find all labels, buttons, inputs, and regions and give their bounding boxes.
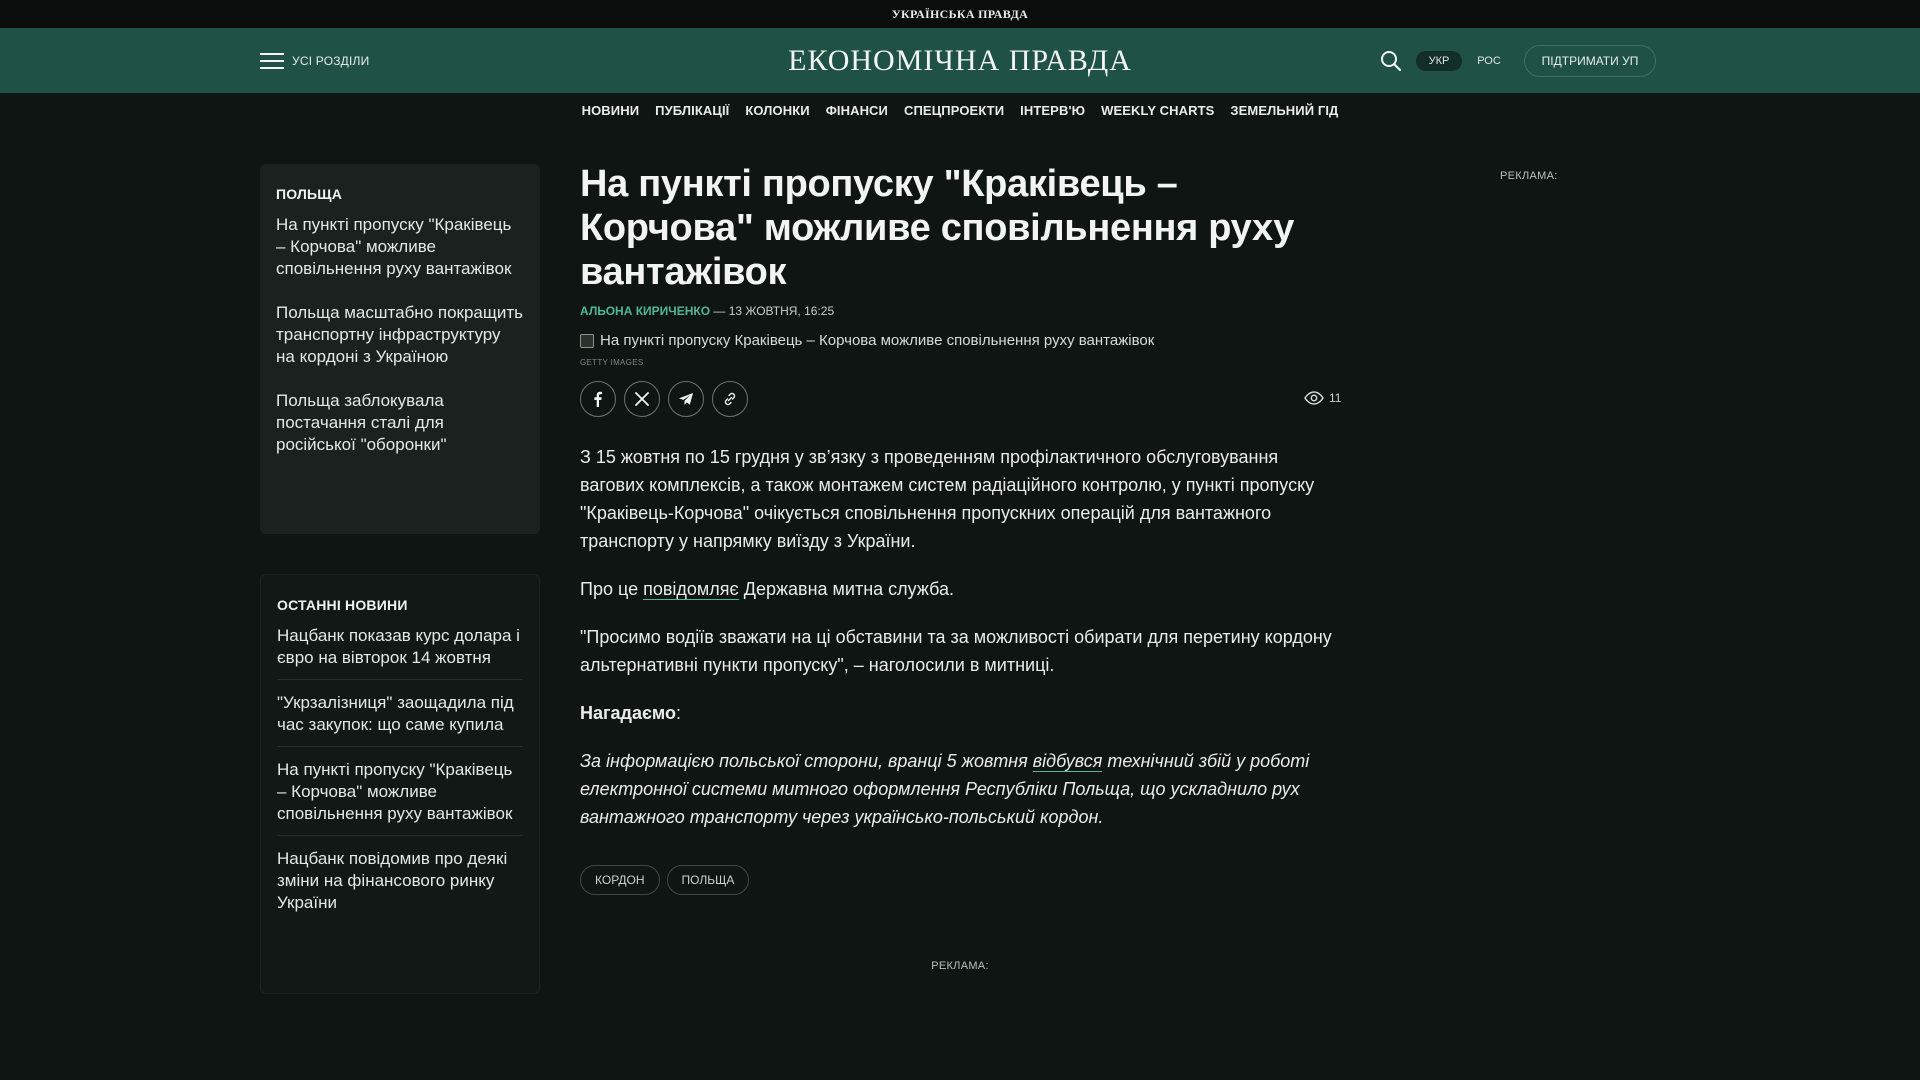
views-counter <box>1304 391 1341 405</box>
paragraph-2 <box>580 575 1340 603</box>
related-link[interactable]: відбувся <box>1032 751 1103 771</box>
facebook-icon <box>590 391 606 407</box>
all-sections-button[interactable] <box>260 50 369 72</box>
image-credit: GETTY IMAGES <box>580 358 644 367</box>
x-share-button[interactable] <box>624 381 660 417</box>
source-link[interactable]: повідомляє <box>643 579 739 599</box>
eye-icon <box>1304 391 1324 405</box>
reminder-label: Нагадаємо <box>580 703 676 723</box>
latest-news-item[interactable]: "Укрзалізниця" заощадила під час закупок: що саме купила <box>277 692 523 747</box>
p2-text: Про це <box>580 579 644 599</box>
publish-date: 13 ЖОВТНЯ, 16:25 <box>728 304 835 318</box>
lang-ros-button[interactable]: РОС <box>1477 55 1501 67</box>
x-icon <box>635 392 649 406</box>
article-title: На пункті пропуску "Краківець – Корчова" можливе сповільнення руху вантажівок <box>580 163 1295 293</box>
broken-image-icon <box>580 334 594 348</box>
telegram-icon <box>678 392 694 406</box>
topic-item[interactable]: Польща масштабно покращить транспортну інфраструктуру на кордоні з Україною <box>276 303 524 366</box>
lang-ukr-button[interactable]: УКР <box>1416 51 1462 71</box>
site-header <box>0 28 1920 93</box>
tag-border[interactable]: КОРДОН <box>580 865 660 895</box>
nav-weekly-charts[interactable]: WEEKLY CHARTS <box>1101 103 1215 118</box>
copy-link-button[interactable] <box>712 381 748 417</box>
site-logo[interactable]: ЕКОНОМІЧНА ПРАВДА <box>788 44 1132 77</box>
nav-columns[interactable]: КОЛОНКИ <box>745 103 810 118</box>
latest-news-item[interactable]: Нацбанк повідомив про деякі зміни на фінансового ринку України <box>277 849 508 912</box>
main-nav <box>0 103 1920 125</box>
latest-news-item[interactable]: Нацбанк показав курс долара і євро на вівторок 14 жовтня <box>277 625 523 680</box>
article-body <box>580 443 1340 831</box>
topic-card <box>260 164 540 534</box>
paragraph-4 <box>580 699 1340 727</box>
article <box>580 162 1340 895</box>
article-image <box>580 332 1340 349</box>
topbar <box>0 0 1920 28</box>
topic-item[interactable]: Польща заблокувала постачання сталі для російської "оборонки" <box>276 391 447 454</box>
share-bar <box>580 381 1340 417</box>
byline <box>580 304 1340 318</box>
nav-publications[interactable]: ПУБЛІКАЦІЇ <box>655 103 730 118</box>
latest-news-card <box>260 574 540 994</box>
image-alt-text: На пункті пропуску Краківець – Корчова можливе сповільнення руху вантажівок <box>600 332 1155 349</box>
latest-news-title: ОСТАННІ НОВИНИ <box>277 597 408 613</box>
tags <box>580 865 1340 895</box>
paragraph-5 <box>580 747 1340 831</box>
ad-label-bottom: РЕКЛАМА: <box>931 960 989 972</box>
topic-title[interactable]: ПОЛЬЩА <box>276 186 343 202</box>
nav-special-projects[interactable]: СПЕЦПРОЕКТИ <box>904 103 1005 118</box>
tag-poland[interactable]: ПОЛЬЩА <box>667 865 750 895</box>
nav-interview[interactable]: ІНТЕРВ'Ю <box>1020 103 1086 118</box>
nav-news[interactable]: НОВИНИ <box>581 103 640 118</box>
copy-link-icon <box>722 391 738 407</box>
topic-item[interactable]: На пункті пропуску "Краківець – Корчова" можливе сповільнення руху вантажівок <box>276 215 512 278</box>
paragraph-3: "Просимо водіїв зважати на ці обставини та за можливості обирати для перетину кордону альтернативні пункти пропуску", – наголосили в митниці. <box>580 627 1332 675</box>
facebook-share-button[interactable] <box>580 381 616 417</box>
nav-land-guide[interactable]: ЗЕМЕЛЬНИЙ ГІД <box>1230 103 1339 118</box>
views-count: 11 <box>1329 391 1342 405</box>
nav-finance[interactable]: ФІНАНСИ <box>825 103 888 118</box>
latest-news-item[interactable]: На пункті пропуску "Краківець – Корчова" можливе сповільнення руху вантажівок <box>277 759 523 836</box>
p5-text-after: технічний збій у роботі електронної системи митного оформлення Республіки Польща, що ускладнило рух вантажного транспорту через українсько-польський кордон. <box>580 751 1310 827</box>
reminder-colon: : <box>675 703 681 723</box>
search-icon[interactable] <box>1379 49 1403 73</box>
author-link[interactable]: АЛЬОНА КИРИЧЕНКО <box>580 304 711 318</box>
support-up-button[interactable]: ПІДТРИМАТИ УП <box>1524 45 1656 77</box>
paragraph-1: З 15 жовтня по 15 грудня у зв’язку з проведенням профілактичного обслуговування вагових комплексів, а також монтажем систем радіаційного контролю, у пункті пропуску "Краківець-Корчова" очікується сповільнення пропускних операцій для вантажного транспорту у напрямку виїзду з України. <box>580 447 1315 551</box>
p2-text-after: Державна митна служба. <box>738 579 955 599</box>
p5-text: За інформацією польської сторони, вранці 5 жовтня <box>580 751 1033 771</box>
all-sections-label: УСІ РОЗДІЛИ <box>292 54 370 68</box>
telegram-share-button[interactable] <box>668 381 704 417</box>
ad-label-right: РЕКЛАМА: <box>1500 170 1558 182</box>
hamburger-icon <box>260 53 284 69</box>
up-site-link[interactable]: УКРАЇНСЬКА ПРАВДА <box>891 6 1029 21</box>
byline-separator: — <box>710 304 729 318</box>
